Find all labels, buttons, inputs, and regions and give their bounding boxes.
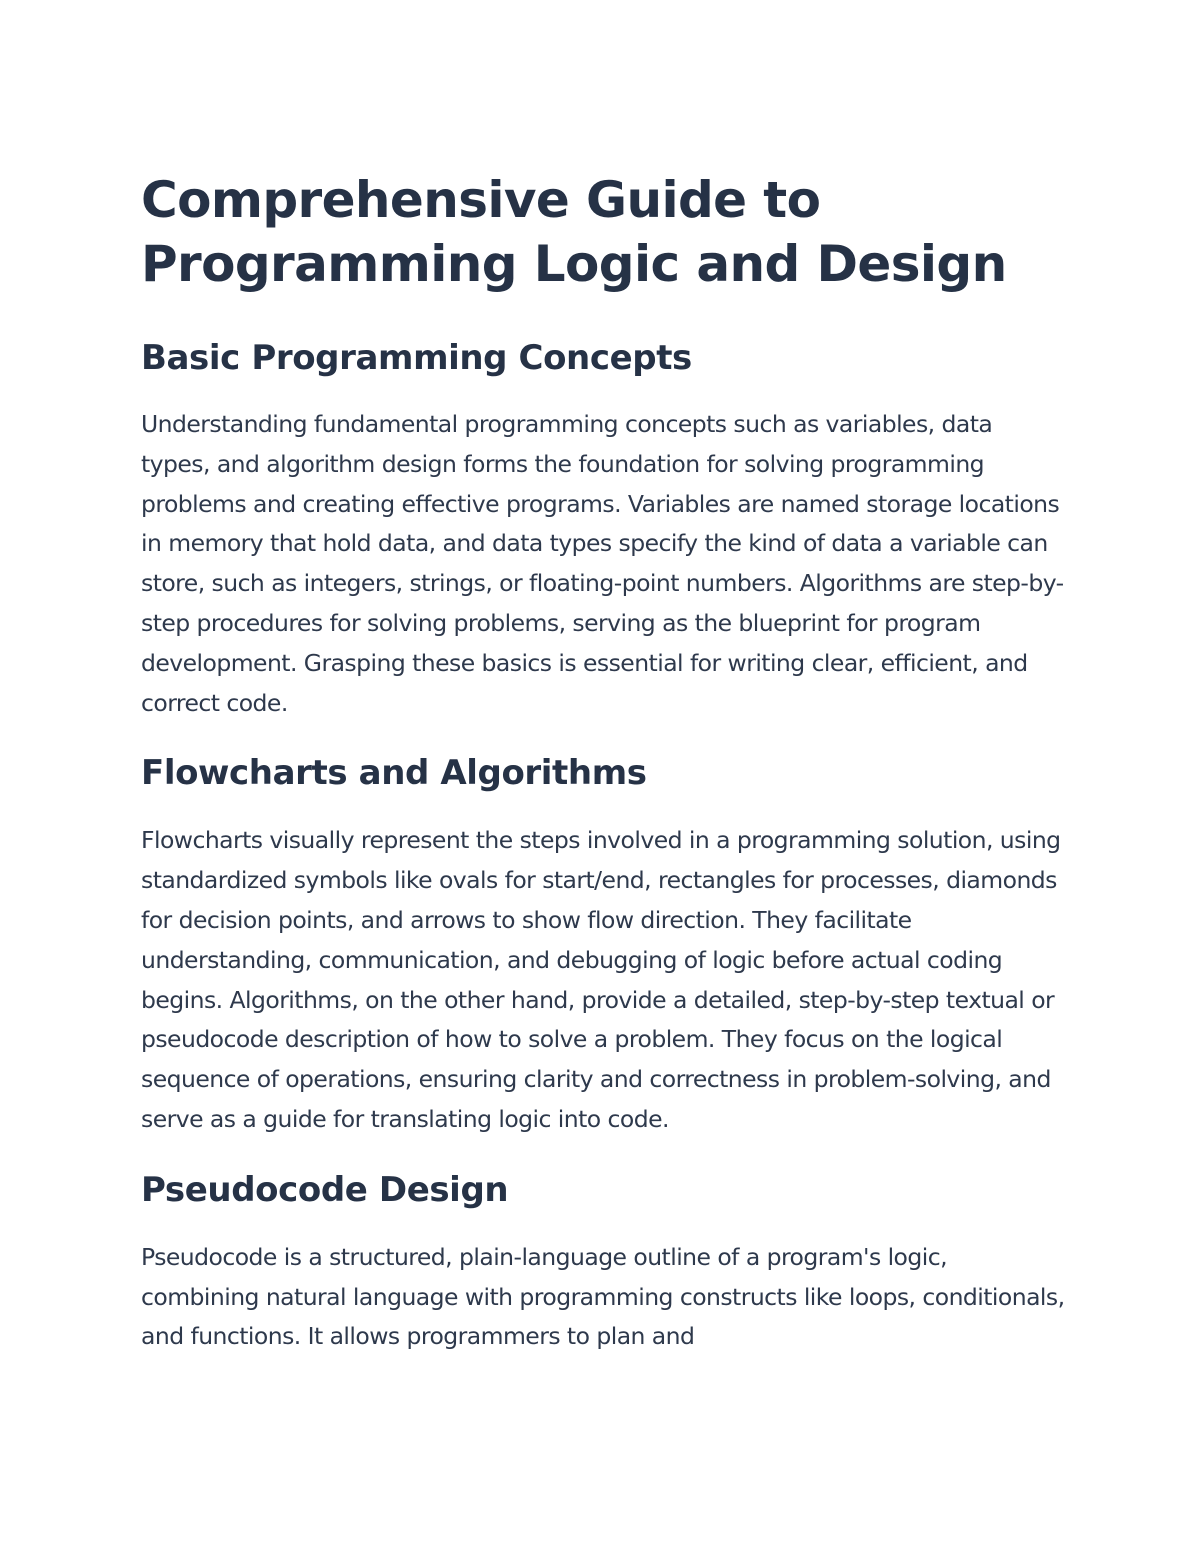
section-flowcharts-and-algorithms bbox=[141, 751, 1066, 1139]
section-heading: Flowcharts and Algorithms bbox=[141, 753, 647, 794]
section-pseudocode-design bbox=[141, 1168, 1066, 1357]
section-heading: Basic Programming Concepts bbox=[141, 338, 692, 378]
section-basic-programming-concepts bbox=[141, 336, 1066, 723]
section-body: Understanding fundamental programming concepts such as variables, data types, and algorithm design forms the foundation for solving programming problems and creating effective programs. Variables are named storage locations in memory that hold data, and data types specify the kind of data a variable can store, such as integers, strings, or floating-point numbers. Algorithms are step-by-step procedures for solving problems, serving as the blueprint for program development. Grasping these basics is essential for writing clear, efficient, and correct code. bbox=[141, 410, 1064, 717]
section-heading: Pseudocode Design bbox=[141, 1169, 509, 1210]
section-body: Pseudocode is a structured, plain-language outline of a program's logic, combining natural language with programming constructs like loops, conditionals, and functions. It allows programmers to plan and bbox=[141, 1242, 1065, 1351]
document-title: Comprehensive Guide to Programming Logic and Design bbox=[141, 171, 1007, 293]
document-page bbox=[141, 168, 1066, 1357]
section-body: Flowcharts visually represent the steps involved in a programming solution, using standardized symbols like ovals for start/end, rectangles for processes, diamonds for decision points, and arrows to show flow direction. They facilitate understanding, communication, and debugging of logic before actual coding begins. Algorithms, on the other hand, provide a detailed, step-by-step textual or pseudocode description of how to solve a problem. They focus on the logical sequence of operations, ensuring clarity and correctness in problem-solving, and serve as a guide for translating logic into code. bbox=[141, 826, 1061, 1133]
